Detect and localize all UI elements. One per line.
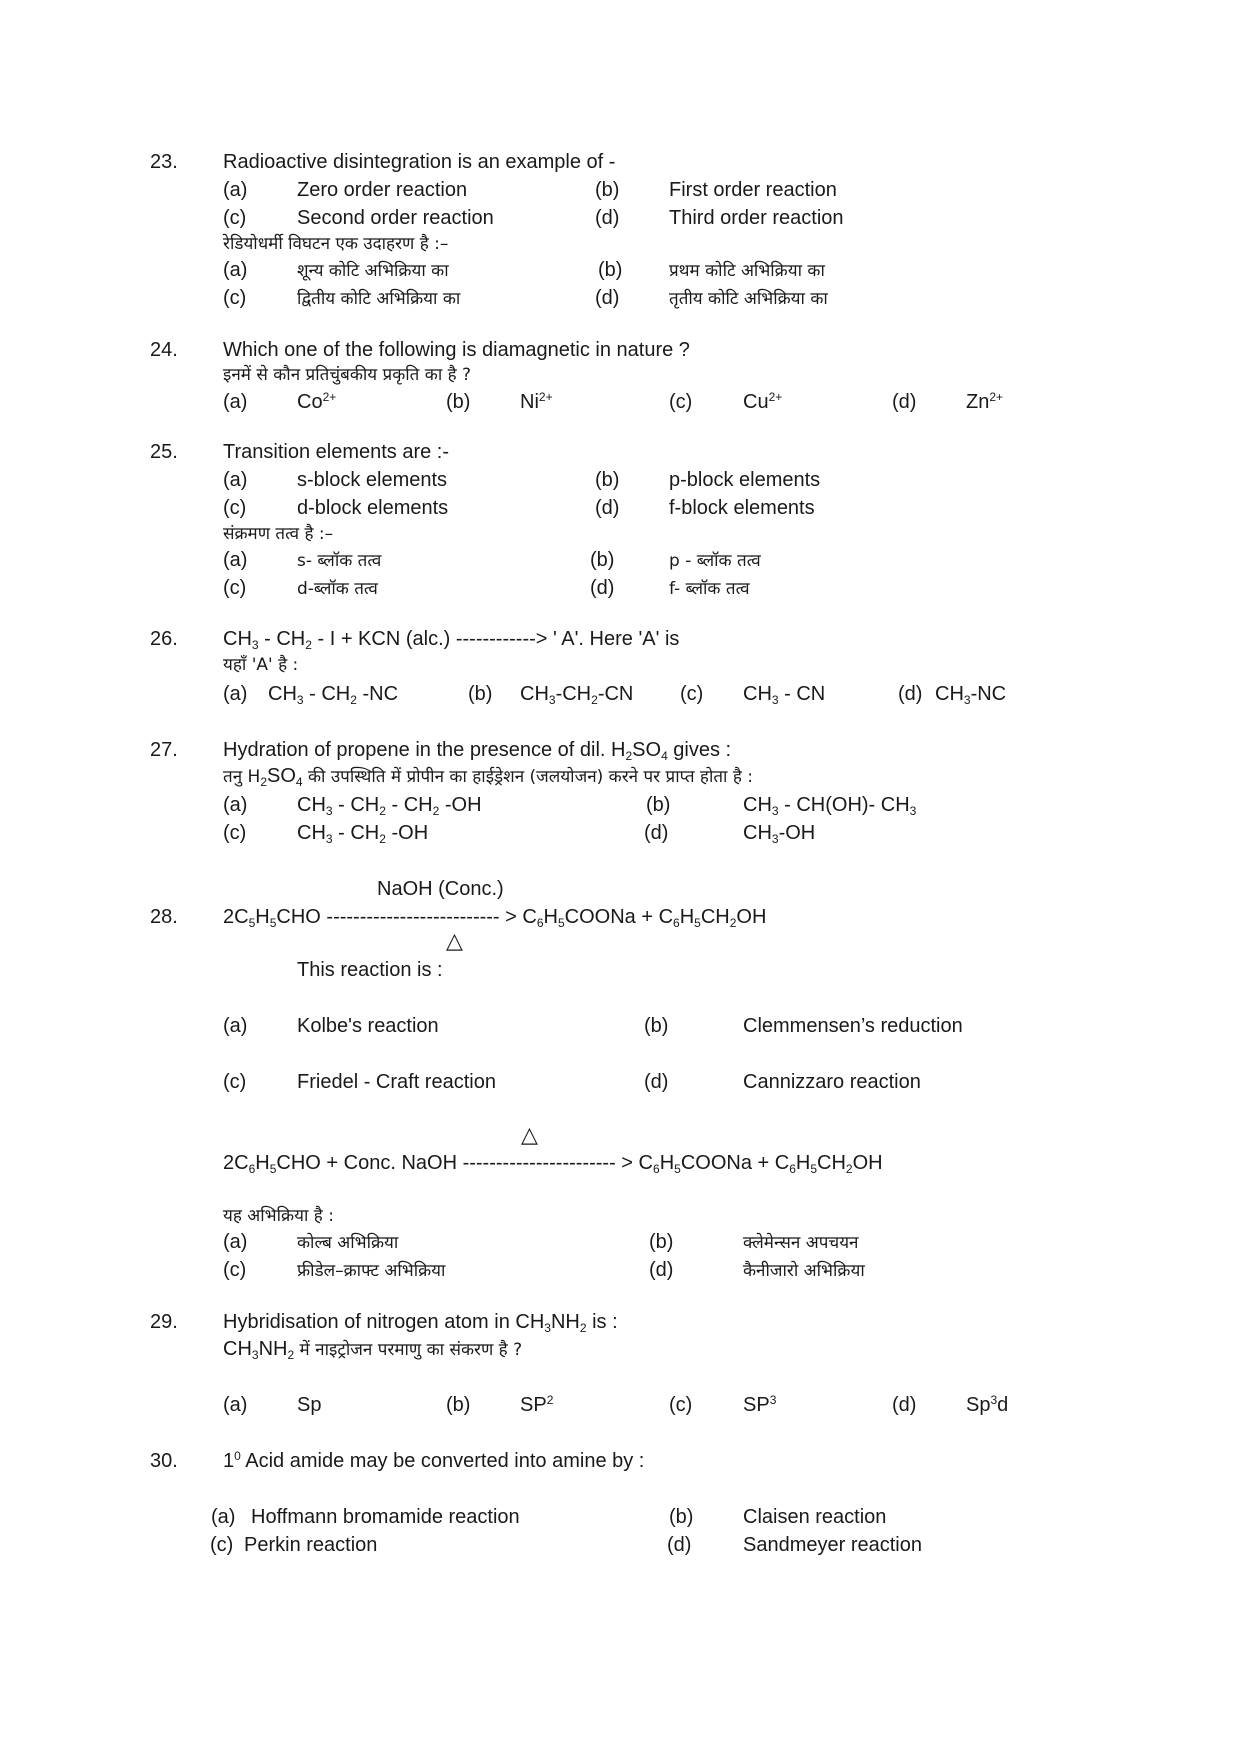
q24-opt-c: $Cu^{2+}$ <box>743 390 783 413</box>
q23-opt-c: Second order reaction <box>297 207 494 229</box>
q23-opt-b-label: (b) <box>595 179 620 201</box>
heat-triangle-icon: △ <box>521 1122 538 1147</box>
q28-opt-c: Friedel - Craft reaction <box>297 1071 496 1093</box>
q23-opt-b: First order reaction <box>669 179 837 201</box>
q24-opt-d: $Zn^{2+}$ <box>966 390 1004 413</box>
q25-question-hindi: संक्रमण तत्व है :– <box>223 524 334 544</box>
q24-question-hindi: इनमें से कौन प्रतिचुंबकीय प्रकृति का है ? <box>223 365 472 385</box>
q23-hi-opt-b-label: (b) <box>598 259 623 281</box>
q23-number: 23. <box>150 151 178 173</box>
q29-opt-b: $SP^2$ <box>520 1393 554 1416</box>
q26-question-hindi: यहाँ 'A' है : <box>223 655 299 675</box>
q28-hi-opt-a-label: (a) <box>223 1231 248 1253</box>
q25-hi-opt-d-label: (d) <box>590 577 615 599</box>
q28-caption: This reaction is : <box>297 959 443 981</box>
q27-number: 27. <box>150 739 178 761</box>
q24-opt-b-label: (b) <box>446 391 471 413</box>
q27-opt-a: $CH_3 - CH_2 - CH_2$ -OH <box>297 794 482 818</box>
q23-hi-opt-d: तृतीय कोटि अभिक्रिया का <box>669 289 828 309</box>
q28-opt-b: Clemmensen’s reduction <box>743 1015 963 1037</box>
q24-opt-d-label: (d) <box>892 391 917 413</box>
q25-hi-opt-d: f- ब्लॉक तत्व <box>669 579 750 599</box>
q30-opt-b: Claisen reaction <box>743 1506 887 1528</box>
q24-opt-b: $Ni^{2+}$ <box>520 390 553 413</box>
q28-reagent: NaOH (Conc.) <box>377 878 504 900</box>
q25-opt-a: s-block elements <box>297 469 448 491</box>
q25-hi-opt-a-label: (a) <box>223 549 248 571</box>
heat-triangle-icon: △ <box>446 928 463 953</box>
q23-hi-opt-a-label: (a) <box>223 259 248 281</box>
q29-opt-a: Sp <box>297 1394 322 1416</box>
q30-opt-a: Hoffmann bromamide reaction <box>251 1506 520 1528</box>
q28-question-hindi: यह अभिक्रिया है : <box>223 1206 334 1226</box>
q28-opt-a-label: (a) <box>223 1015 248 1037</box>
q26-opt-c: $CH_3$ - CN <box>743 683 826 707</box>
q29-number: 29. <box>150 1311 178 1333</box>
q26-opt-b: $CH_3-CH_2-CN$ <box>520 683 634 707</box>
q26-opt-c-label: (c) <box>680 683 704 705</box>
q25-hi-opt-b: p - ब्लॉक तत्व <box>669 551 761 571</box>
q25-question: Transition elements are :- <box>223 441 450 463</box>
q28-hi-opt-d-label: (d) <box>649 1259 674 1281</box>
q24-number: 24. <box>150 339 178 361</box>
q24-opt-a: $Co^{2+}$ <box>297 390 337 413</box>
q28-hi-opt-c: फ्रीडेल–क्राफ्ट अभिक्रिया <box>297 1261 446 1281</box>
q25-opt-c-label: (c) <box>223 497 247 519</box>
q23-question: Radioactive disintegration is an example of - <box>223 151 616 173</box>
q30-number: 30. <box>150 1450 178 1472</box>
q28-hi-opt-a: कोल्ब अभिक्रिया <box>297 1233 399 1253</box>
q23-opt-a: Zero order reaction <box>297 179 468 201</box>
q27-opt-c: $CH_3 - CH_2$ -OH <box>297 822 429 846</box>
q27-opt-b-label: (b) <box>646 794 671 816</box>
q27-opt-d: $CH_3-OH$ <box>743 822 816 846</box>
q25-opt-b-label: (b) <box>595 469 620 491</box>
q25-opt-c: d-block elements <box>297 497 449 519</box>
q30-opt-d: Sandmeyer reaction <box>743 1534 922 1556</box>
q26-opt-d-label: (d) <box>898 683 923 705</box>
q26-number: 26. <box>150 628 178 650</box>
q23-question-hindi: रेडियोधर्मी विघटन एक उदाहरण है :– <box>223 234 449 254</box>
q23-hi-opt-b: प्रथम कोटि अभिक्रिया का <box>669 261 825 281</box>
q27-question-hindi: तनु $H_2SO_4$ की उपस्थिति में प्रोपीन का हाईड्रेशन (जलयोजन) करने पर प्राप्त होता है : <box>223 765 754 789</box>
q28-opt-b-label: (b) <box>644 1015 669 1037</box>
q28-hi-opt-d: कैनीजारो अभिक्रिया <box>743 1261 865 1281</box>
q25-opt-a-label: (a) <box>223 469 248 491</box>
q29-opt-c-label: (c) <box>669 1394 693 1416</box>
q25-hi-opt-c-label: (c) <box>223 577 247 599</box>
q26-question: $CH_3 - CH_2$ - I + KCN (alc.) ------------> ' A'. Here 'A' is <box>223 628 680 652</box>
q29-opt-c: $SP^3$ <box>743 1393 777 1416</box>
q28-equation-2: $2C_6H_5CHO$ + Conc. NaOH ----------------------- > $C_6H_5COONa + C_6H_5CH_2OH$ <box>223 1152 883 1176</box>
q28-opt-a: Kolbe's reaction <box>297 1015 439 1037</box>
q23-hi-opt-d-label: (d) <box>595 287 620 309</box>
q29-opt-d: Sp$^3$d <box>966 1393 1009 1416</box>
q30-opt-c-label: (c) <box>210 1534 234 1556</box>
q30-opt-d-label: (d) <box>667 1534 692 1556</box>
q23-opt-c-label: (c) <box>223 207 247 229</box>
q29-opt-b-label: (b) <box>446 1394 471 1416</box>
q28-opt-d-label: (d) <box>644 1071 669 1093</box>
q24-opt-a-label: (a) <box>223 391 248 413</box>
q23-opt-d-label: (d) <box>595 207 620 229</box>
q30-opt-b-label: (b) <box>669 1506 694 1528</box>
q25-number: 25. <box>150 441 178 463</box>
q26-opt-a-label: (a) <box>223 683 248 705</box>
q28-opt-c-label: (c) <box>223 1071 247 1093</box>
q28-hi-opt-b-label: (b) <box>649 1231 674 1253</box>
q29-opt-d-label: (d) <box>892 1394 917 1416</box>
q28-hi-opt-b: क्लेमेन्सन अपचयन <box>743 1233 859 1253</box>
q25-hi-opt-a: s- ब्लॉक तत्व <box>297 551 382 571</box>
q27-opt-a-label: (a) <box>223 794 248 816</box>
q28-equation: $2C_5H_5CHO$ -------------------------- > $C_6H_5COONa + C_6H_5CH_2OH$ <box>223 906 767 930</box>
q29-question-hindi: $CH_3NH_2$ में नाइट्रोजन परमाणु का संकरण है ? <box>223 1338 523 1362</box>
q27-opt-d-label: (d) <box>644 822 669 844</box>
q26-opt-a: $CH_3 - CH_2$ -NC <box>268 683 399 707</box>
q24-question: Which one of the following is diamagnetic in nature ? <box>223 339 690 361</box>
q23-hi-opt-c-label: (c) <box>223 287 247 309</box>
q26-opt-b-label: (b) <box>468 683 493 705</box>
q23-hi-opt-c: द्वितीय कोटि अभिक्रिया का <box>297 289 461 309</box>
q27-opt-c-label: (c) <box>223 822 247 844</box>
q27-opt-b: $CH_3 - CH(OH)-$ $CH_3$ <box>743 794 917 818</box>
q28-number: 28. <box>150 906 178 928</box>
q23-hi-opt-a: शून्य कोटि अभिक्रिया का <box>297 261 449 281</box>
q25-hi-opt-c: d-ब्लॉक तत्व <box>297 579 378 599</box>
q29-question: Hybridisation of nitrogen atom in $CH_3NH_2$ is : <box>223 1311 618 1335</box>
q27-question: Hydration of propene in the presence of dil. $H_2SO_4$ gives : <box>223 739 732 763</box>
q28-hi-opt-c-label: (c) <box>223 1259 247 1281</box>
q26-opt-d: $CH_3-NC$ <box>935 683 1007 707</box>
q23-opt-a-label: (a) <box>223 179 248 201</box>
q25-opt-d-label: (d) <box>595 497 620 519</box>
q29-opt-a-label: (a) <box>223 1394 248 1416</box>
q23-opt-d: Third order reaction <box>669 207 844 229</box>
q24-opt-c-label: (c) <box>669 391 693 413</box>
q25-opt-d: f-block elements <box>669 497 815 519</box>
q30-opt-c: Perkin reaction <box>244 1534 378 1556</box>
q30-opt-a-label: (a) <box>211 1506 236 1528</box>
q30-question: $1^0$ Acid amide may be converted into amine by : <box>223 1449 645 1472</box>
q28-opt-d: Cannizzaro reaction <box>743 1071 921 1093</box>
q25-opt-b: p-block elements <box>669 469 821 491</box>
q25-hi-opt-b-label: (b) <box>590 549 615 571</box>
